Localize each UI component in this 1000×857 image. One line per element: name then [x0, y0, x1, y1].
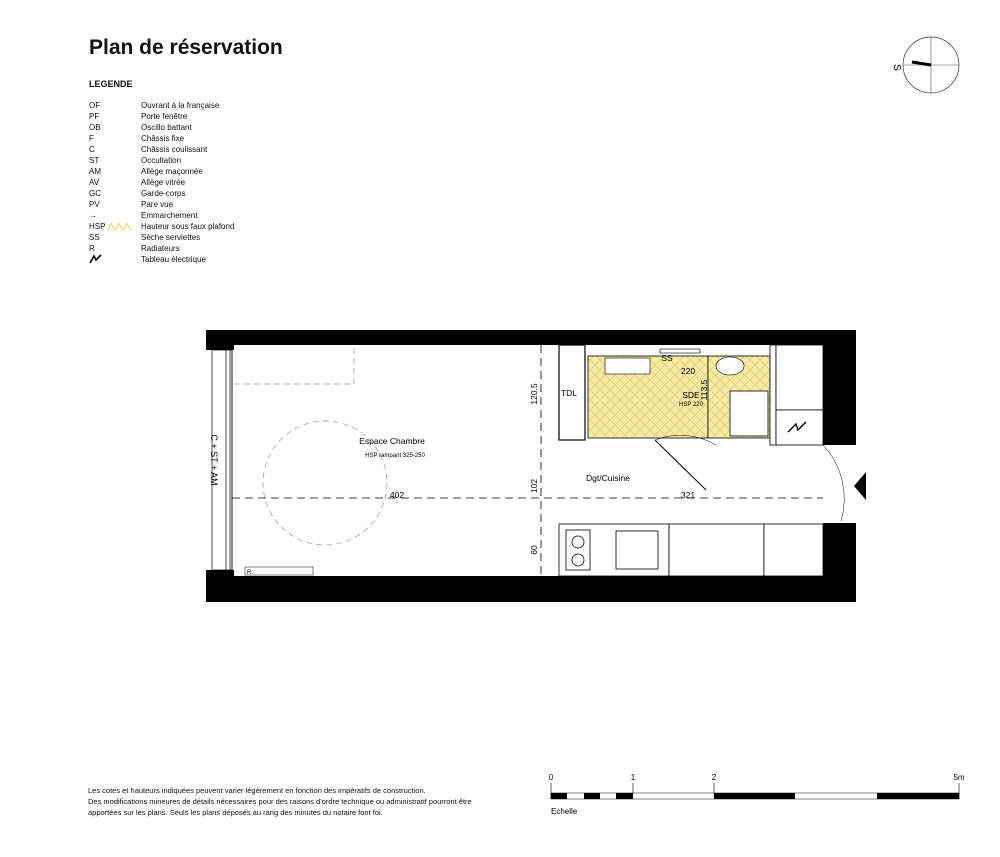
room-chambre-name: Espace Chambre: [359, 436, 425, 446]
radiator: [245, 567, 313, 575]
scale-label: 1: [630, 773, 636, 782]
room-sde-hsp: HSP 220: [679, 402, 703, 408]
legend-code: ST: [89, 156, 100, 165]
wall-right-top: [823, 330, 856, 445]
entrance: [823, 445, 866, 521]
sink: [616, 531, 658, 569]
dim-321: 321: [680, 490, 696, 500]
scale-segment: [714, 793, 795, 799]
dim-60: 60: [529, 545, 539, 555]
legend-code: AM: [89, 167, 101, 176]
sde-right-wall: [770, 345, 776, 445]
scale-label: 2: [711, 773, 717, 782]
room-chambre-hsp: HSP rampant 325-250: [365, 453, 425, 459]
storage: [776, 345, 823, 410]
legend-label: Pare vue: [141, 200, 174, 209]
legend-code: R: [89, 244, 95, 253]
legend-code: OF: [89, 101, 101, 110]
wall-top: [206, 330, 856, 345]
legend-code: PF: [89, 112, 100, 121]
page-title: Plan de réservation: [89, 36, 283, 59]
scale-segment: [584, 793, 600, 799]
compass: [891, 37, 959, 93]
legend-label: Oscillo battant: [141, 123, 192, 132]
legend-label: Emmarchement: [141, 211, 198, 220]
compass-letter: S: [891, 64, 902, 71]
note-line: Des modifications mineures de détails nécessaires pour des raisons d'ordre technique ou administratif pourront être: [88, 797, 472, 806]
note-line: Les cotes et hauteurs indiquées peuvent varier légèrement en fonction des impératifs de construction.: [88, 786, 426, 795]
scale-segment: [551, 793, 567, 799]
wall-right-bottom: [823, 523, 856, 602]
legend-label: Châssis coulissant: [141, 145, 208, 154]
legend-code: SS: [89, 233, 100, 242]
burner: [572, 536, 584, 548]
legend-code: OB: [89, 123, 101, 132]
burner: [572, 554, 584, 566]
legend-label: Ouvrant à la française: [141, 101, 220, 110]
legend-label: Allège vitrée: [141, 178, 186, 187]
legend-code: AV: [89, 178, 100, 187]
scale-segment: [877, 793, 959, 799]
washbasin: [605, 358, 650, 374]
wall-left-bottom: [206, 570, 234, 602]
storage-bottom: [764, 524, 823, 576]
scale-label: 0: [548, 773, 554, 782]
wall-bottom: [206, 576, 856, 602]
legend-label: Garde-corps: [141, 189, 186, 198]
toilet: [716, 357, 744, 375]
scale-segment: [616, 793, 633, 799]
entrance-arrow-icon: [854, 472, 866, 500]
scale-bar: [549, 773, 965, 816]
legend-label: Radiateurs: [141, 244, 180, 253]
legend-code: GC: [89, 189, 101, 198]
shower-tray: [730, 391, 768, 436]
legend-code: PV: [89, 200, 100, 209]
scale-label: 5m: [953, 773, 965, 782]
label-radiator: R: [247, 570, 252, 576]
dim-220: 220: [680, 366, 696, 376]
hsp-code: HSP: [89, 222, 106, 231]
room-sde-name: SDE: [682, 390, 700, 400]
legend-label: Châssis fixe: [141, 134, 185, 143]
legend-code: F: [89, 134, 94, 143]
counter-right: [669, 524, 764, 576]
scale-caption: Echelle: [551, 807, 578, 816]
wall-left-top: [206, 330, 234, 350]
label-tdl: TDL: [560, 388, 578, 398]
disclaimer-note: [88, 785, 508, 818]
room-dgt-name: Dgt/Cuisine: [586, 473, 630, 483]
legend-label: Hauteur sous faux plafond: [141, 222, 235, 231]
dim-113-5: 113.5: [699, 379, 709, 401]
legend-heading: LEGENDE: [89, 79, 133, 89]
legend-label: Sèche serviettes: [141, 233, 201, 242]
legend-label: Tableau électrique: [141, 255, 206, 264]
sde-door: [655, 440, 706, 490]
dim-102: 102: [529, 478, 539, 494]
dim-120-5: 120.5: [529, 383, 539, 405]
legend-label: Porte fenêtre: [141, 112, 188, 121]
kitchen: [559, 524, 823, 576]
legend-code: →: [89, 211, 97, 220]
label-ss: SS: [661, 353, 673, 363]
window-label: C + ST + AM: [209, 434, 219, 486]
electrical-panel: [776, 410, 823, 445]
entrance-door-swing: [823, 445, 844, 521]
legend-label: Occultation: [141, 156, 182, 165]
legend-label: Allège maçonnée: [141, 167, 203, 176]
compass-needle: [912, 62, 931, 65]
legend-code: C: [89, 145, 95, 154]
note-line: apportées sur les plans. Seuls les plans déposés au rang des minutes du notaire font foi.: [88, 808, 383, 817]
dim-402: 402: [389, 490, 405, 500]
